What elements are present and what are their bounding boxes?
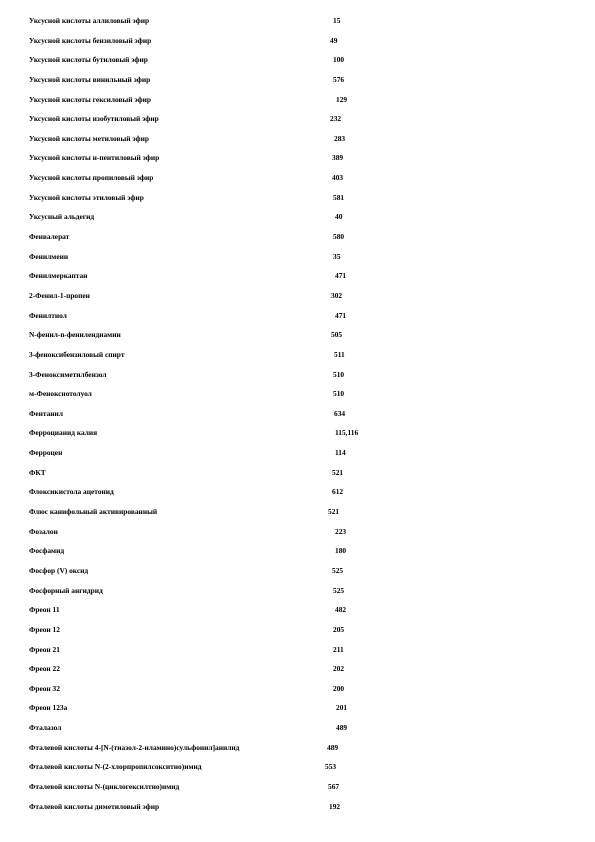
index-entry xyxy=(29,702,569,722)
index-entry xyxy=(29,35,569,55)
entry-page-numbers: 223 xyxy=(335,526,347,536)
index-entry xyxy=(29,94,569,114)
entry-page-numbers: 612 xyxy=(332,487,344,497)
entry-page-numbers: 302 xyxy=(331,290,343,300)
entry-term: Уксусный альдегид xyxy=(29,212,95,222)
index-entry xyxy=(29,781,569,801)
entry-term: Ферроцианид калия xyxy=(29,428,98,438)
entry-page-numbers: 283 xyxy=(334,133,346,143)
entry-page-numbers: 35 xyxy=(333,251,341,261)
entry-page-numbers: 232 xyxy=(330,114,342,124)
index-entry xyxy=(29,15,569,35)
entry-term: Уксусной кислоты аллиловый эфир xyxy=(29,16,150,25)
entry-page-numbers: 482 xyxy=(335,605,347,615)
entry-term: Фталевой кислоты N-(циклогексилтио)имид xyxy=(29,781,180,791)
index-entry xyxy=(29,467,569,487)
entry-page-numbers: 200 xyxy=(333,683,345,693)
index-entry xyxy=(29,624,569,644)
index-entry xyxy=(29,133,569,153)
entry-term: Фталевой кислоты 4-[N-(тиазол-2-иламино)сульфонил]анилид xyxy=(29,742,240,752)
index-entry xyxy=(29,310,569,330)
entry-term: Уксусной кислоты этиловый эфир xyxy=(29,192,144,202)
entry-term: Уксусной кислоты бензиловый эфир xyxy=(29,35,152,45)
index-entry xyxy=(29,742,569,762)
index-entry xyxy=(29,526,569,546)
entry-page-numbers: 403 xyxy=(332,173,344,183)
index-entry xyxy=(29,545,569,565)
entry-term: Фенилмеин xyxy=(29,251,69,261)
index-list xyxy=(29,15,569,820)
entry-page-numbers: 115,116 xyxy=(335,428,359,438)
index-entry xyxy=(29,152,569,172)
index-entry xyxy=(29,447,569,467)
entry-term: Ферроцен xyxy=(29,448,63,458)
entry-page-numbers: 634 xyxy=(334,408,346,418)
index-entry xyxy=(29,290,569,310)
entry-term: Фенилтиол xyxy=(29,310,67,320)
entry-page-numbers: 202 xyxy=(333,664,345,674)
index-entry xyxy=(29,231,569,251)
index-entry xyxy=(29,54,569,74)
index-entry xyxy=(29,270,569,290)
entry-term: Фреон 11 xyxy=(29,605,60,615)
entry-page-numbers: 192 xyxy=(329,801,341,811)
entry-page-numbers: 114 xyxy=(335,448,346,458)
entry-term: Фенвалерат xyxy=(29,232,70,242)
index-entry xyxy=(29,427,569,447)
index-entry xyxy=(29,585,569,605)
entry-page-numbers: 510 xyxy=(333,369,345,379)
entry-page-numbers: 471 xyxy=(335,310,347,320)
entry-term: Фосфорный ангидрид xyxy=(29,585,103,595)
entry-page-numbers: 40 xyxy=(335,212,343,222)
entry-page-numbers: 180 xyxy=(335,546,347,556)
entry-page-numbers: 505 xyxy=(331,330,343,340)
index-entry xyxy=(29,801,569,821)
index-entry xyxy=(29,349,569,369)
entry-term: Фосфор (V) оксид xyxy=(29,565,89,575)
entry-term: Фреон 22 xyxy=(29,664,60,674)
entry-page-numbers: 205 xyxy=(333,624,345,634)
entry-term: Уксусной кислоты н-пентиловый эфир xyxy=(29,153,160,163)
index-entry xyxy=(29,761,569,781)
entry-page-numbers: 15 xyxy=(333,16,341,25)
index-entry xyxy=(29,663,569,683)
entry-page-numbers: 511 xyxy=(334,349,345,359)
entry-term: Фреон 32 xyxy=(29,683,60,693)
entry-page-numbers: 211 xyxy=(333,644,344,654)
entry-term: Уксусной кислоты бутиловый эфир xyxy=(29,55,148,65)
index-entry xyxy=(29,388,569,408)
entry-page-numbers: 129 xyxy=(336,94,348,104)
entry-term: Флюс канифольный активированный xyxy=(29,507,158,517)
entry-page-numbers: 525 xyxy=(332,565,344,575)
entry-page-numbers: 581 xyxy=(333,192,345,202)
entry-term: Фталазол xyxy=(29,723,62,733)
entry-page-numbers: 576 xyxy=(333,74,345,84)
entry-term: Фреон 21 xyxy=(29,644,60,654)
entry-page-numbers: 471 xyxy=(335,271,347,281)
entry-page-numbers: 100 xyxy=(333,55,345,65)
entry-term: Фреон 12 xyxy=(29,624,60,634)
entry-page-numbers: 553 xyxy=(325,762,337,772)
index-entry xyxy=(29,408,569,428)
index-entry xyxy=(29,683,569,703)
entry-page-numbers: 510 xyxy=(333,389,345,399)
entry-term: Фталевой кислоты N-(2-хлорпропилсокситно)имид xyxy=(29,762,202,772)
entry-page-numbers: 525 xyxy=(333,585,345,595)
index-entry xyxy=(29,486,569,506)
index-entry xyxy=(29,604,569,624)
entry-term: Уксусной кислоты гексиловый эфир xyxy=(29,94,151,104)
entry-term: Уксусной кислоты пропиловый эфир xyxy=(29,173,154,183)
index-entry xyxy=(29,644,569,664)
index-entry xyxy=(29,369,569,389)
entry-page-numbers: 201 xyxy=(336,703,348,713)
index-entry xyxy=(29,211,569,231)
entry-term: Фозалон xyxy=(29,526,58,536)
entry-term: Фосфамид xyxy=(29,546,65,556)
entry-term: Фреон 123a xyxy=(29,703,68,713)
index-entry xyxy=(29,506,569,526)
entry-page-numbers: 489 xyxy=(336,723,348,733)
index-entry xyxy=(29,329,569,349)
index-entry xyxy=(29,565,569,585)
entry-term: Уксусной кислоты изобутиловый эфир xyxy=(29,114,159,124)
index-entry xyxy=(29,722,569,742)
entry-page-numbers: 389 xyxy=(332,153,344,163)
entry-term: Уксусной кислоты винильный эфир xyxy=(29,74,151,84)
entry-page-numbers: 489 xyxy=(327,742,339,752)
index-entry xyxy=(29,192,569,212)
entry-term: ФКТ xyxy=(29,467,46,477)
index-entry xyxy=(29,74,569,94)
entry-page-numbers: 521 xyxy=(328,507,340,517)
index-entry xyxy=(29,113,569,133)
entry-page-numbers: 521 xyxy=(332,467,344,477)
entry-term: Фталевой кислоты диметиловый эфир xyxy=(29,801,160,811)
index-entry xyxy=(29,251,569,271)
entry-page-numbers: 49 xyxy=(330,35,338,45)
entry-term: N-фенил-n-фенилендиамин xyxy=(29,330,121,340)
entry-term: м-Феноксиотолуол xyxy=(29,389,92,399)
entry-term: Фенилмеркаптан xyxy=(29,271,88,281)
entry-term: Фентанил xyxy=(29,408,63,418)
index-entry xyxy=(29,172,569,192)
entry-term: 3-Феноксиметилбензол xyxy=(29,369,107,379)
entry-page-numbers: 567 xyxy=(328,781,340,791)
entry-page-numbers: 580 xyxy=(333,232,345,242)
entry-term: Уксусной кислоты метиловый эфир xyxy=(29,133,150,143)
entry-term: 3-феноксибензиловый спирт xyxy=(29,349,125,359)
entry-term: 2-Фенил-1-пропен xyxy=(29,290,90,300)
entry-term: Флоксикистола ацетонид xyxy=(29,487,114,497)
